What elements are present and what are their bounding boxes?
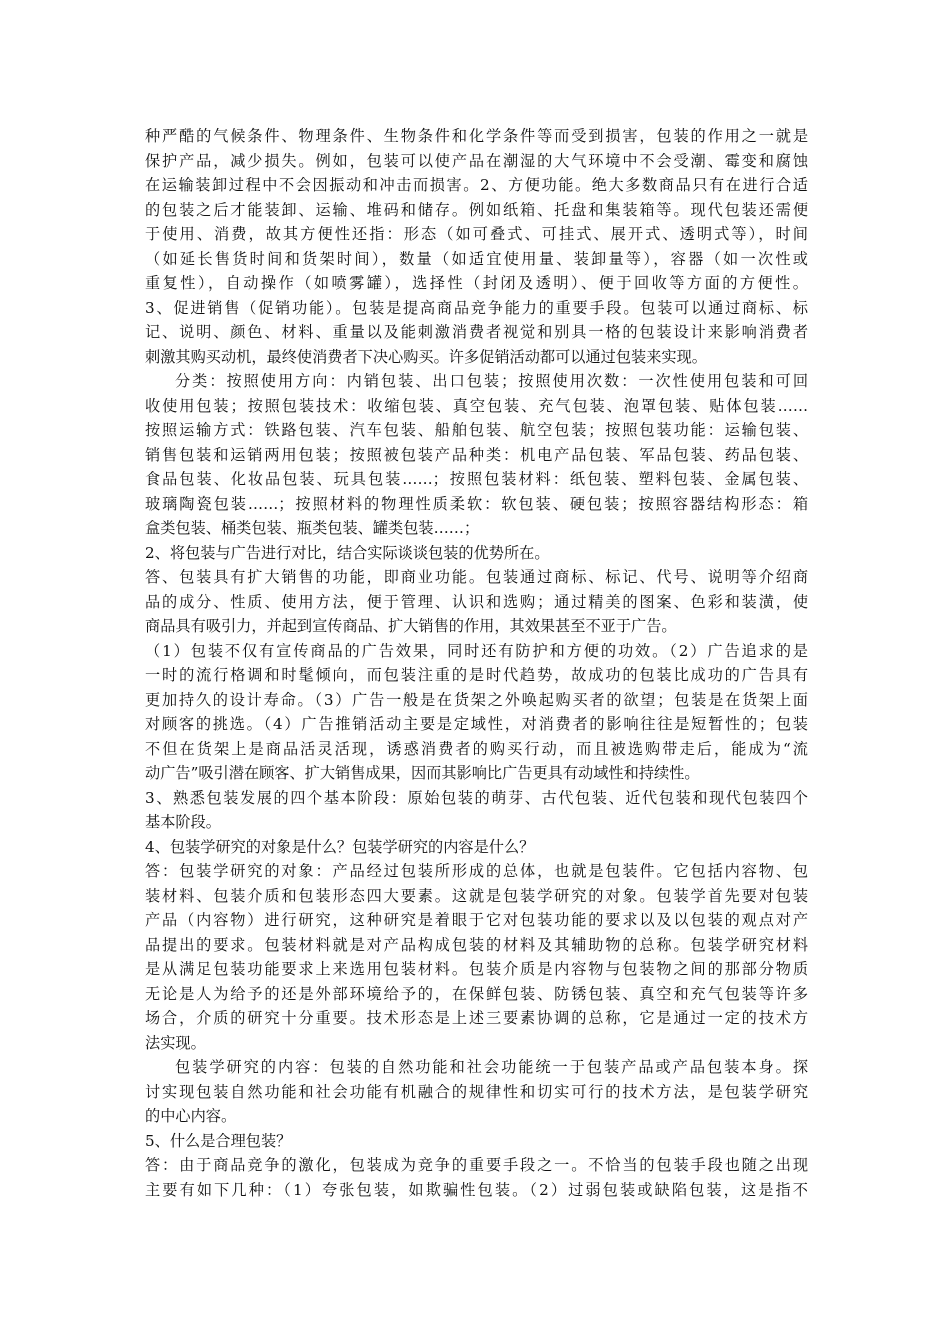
text-line: 装材料、包装介质和包装形态四大要素。这就是包装学研究的对象。包装学首先要对包装 <box>145 886 808 905</box>
text-line: 玻璃陶瓷包装……；按照材料的物理性质柔软：软包装、硬包装；按照容器结构形态：箱 <box>145 494 808 513</box>
text-line: 保护产品，减少损失。例如，包装可以使产品在潮湿的大气环境中不会受潮、霉变和腐蚀 <box>145 151 808 170</box>
text-line: 对顾客的挑选。（4）广告推销活动主要是定域性，对消费者的影响往往是短暂性的；包装 <box>145 715 808 733</box>
text-line: 在运输装卸过程中不会因振动和冲击而损害。2、方便功能。绝大多数商品只有在进行合适 <box>145 176 808 194</box>
text-line: 基本阶段。 <box>145 813 221 831</box>
text-line: 3、促进销售（促销功能）。包装是提高商品竞争能力的重要手段。包装可以通过商标、标 <box>145 298 808 317</box>
text-line: 5、什么是合理包装？ <box>145 1131 292 1150</box>
text-line: 销售包装和运销两用包装；按照被包装产品种类：机电产品包装、军品包装、药品包装、 <box>145 445 808 464</box>
text-line: 更加持久的设计寿命。（3）广告一般是在货架之外唤起购买者的欲望；包装是在货架上面 <box>145 690 808 709</box>
text-line: 2、将包装与广告进行对比，结合实际谈谈包装的优势所在。 <box>145 543 550 562</box>
text-line: 一时的流行格调和时髦倾向，而包装注重的是时代趋势，故成功的包装比成功的广告具有 <box>145 666 808 684</box>
text-line: 刺激其购买动机，最终使消费者下决心购买。许多促销活动都可以通过包装来实现。 <box>145 347 707 366</box>
text-line: 的包装之后才能装卸、运输、堆码和储存。例如纸箱、托盘和集装箱等。现代包装还需便 <box>145 200 808 219</box>
text-line: 答：包装学研究的对象：产品经过包装所形成的总体，也就是包装件。它包括内容物、包 <box>145 862 808 880</box>
text-line: 分类：按照使用方向：内销包装、出口包装；按照使用次数：一次性使用包装和可回 <box>175 372 808 390</box>
text-line: 动广告”吸引潜在顾客、扩大销售成果，因而其影响比广告更具有动域性和持续性。 <box>145 764 700 782</box>
text-line: 的中心内容。 <box>145 1107 237 1125</box>
text-line: 无论是人为给予的还是外部环境给予的，在保鲜包装、防锈包装、真空和充气包装等许多 <box>145 984 808 1003</box>
text-line: 商品具有吸引力，并起到宣传商品、扩大销售的作用，其效果甚至不亚于广告。 <box>145 617 677 635</box>
text-line: 种严酷的气候条件、物理条件、生物条件和化学条件等而受到损害，包装的作用之一就是 <box>145 127 808 145</box>
text-line: 品提出的要求。包装材料就是对产品构成包装的材料及其辅助物的总称。包装学研究材料 <box>145 935 808 954</box>
text-line: 不但在货架上是商品活灵活现，诱惑消费者的购买行动，而且被选购带走后，能成为“流 <box>145 739 808 758</box>
text-line: 重复性），自动操作（如喷雾罐），选择性（封闭及透明）、便于回收等方面的方便性。 <box>145 274 808 292</box>
text-line: 包装学研究的内容：包装的自然功能和社会功能统一于包装产品或产品包装本身。探 <box>175 1058 808 1076</box>
text-line: 主要有如下几种：（1）夸张包装，如欺骗性包装。（2）过弱包装或缺陷包装，这是指不 <box>145 1180 808 1199</box>
text-line: 品的成分、性质、使用方法，便于管理、认识和选购；通过精美的图案、色彩和装潢，使 <box>145 592 808 611</box>
text-line: 3、熟悉包装发展的四个基本阶段：原始包装的萌芽、古代包装、近代包装和现代包装四个 <box>145 788 808 807</box>
text-line: 产品（内容物）进行研究，这种研究是着眼于它对包装功能的要求以及以包装的观点对产 <box>145 911 808 929</box>
document-body <box>145 124 808 1202</box>
text-line: 场合，介质的研究十分重要。技术形态是上述三要素协调的总称，它是通过一定的技术方 <box>145 1009 808 1027</box>
text-line: 法实现。 <box>145 1033 206 1052</box>
text-line: （1）包装不仅有宣传商品的广告效果，同时还有防护和方便的功效。（2）广告追求的是 <box>145 641 808 660</box>
text-line: 食品包装、化妆品包装、玩具包装……；按照包装材料：纸包装、塑料包装、金属包装、 <box>145 470 808 488</box>
text-line: 于使用、消费，故其方便性还指：形态（如可叠式、可挂式、展开式、透明式等），时间 <box>145 225 808 243</box>
text-line: 盒类包装、桶类包装、瓶类包装、罐类包装……； <box>145 519 480 537</box>
text-line: 答、包装具有扩大销售的功能，即商业功能。包装通过商标、标记、代号、说明等介绍商 <box>145 568 808 586</box>
text-line: 答：由于商品竞争的激化，包装成为竞争的重要手段之一。不恰当的包装手段也随之出现 <box>145 1156 808 1174</box>
text-line: 按照运输方式：铁路包装、汽车包装、船舶包装、航空包装；按照包装功能：运输包装、 <box>145 421 808 439</box>
text-line: 4、包装学研究的对象是什么？包装学研究的内容是什么？ <box>145 837 535 856</box>
text-line: 是从满足包装功能要求上来选用包装材料。包装介质是内容物与包装物之间的那部分物质 <box>145 960 808 978</box>
text-line: 记、说明、颜色、材料、重量以及能刺激消费者视觉和别具一格的包装设计来影响消费者 <box>145 323 808 341</box>
text-line: 讨实现包装自然功能和社会功能有机融合的规律性和切实可行的技术方法，是包装学研究 <box>145 1082 808 1101</box>
text-line: （如延长售货时间和货架时间），数量（如适宜使用量、装卸量等），容器（如一次性或 <box>145 249 808 268</box>
text-line: 收使用包装；按照包装技术：收缩包装、真空包装、充气包装、泡罩包装、贴体包装…… <box>145 396 808 415</box>
